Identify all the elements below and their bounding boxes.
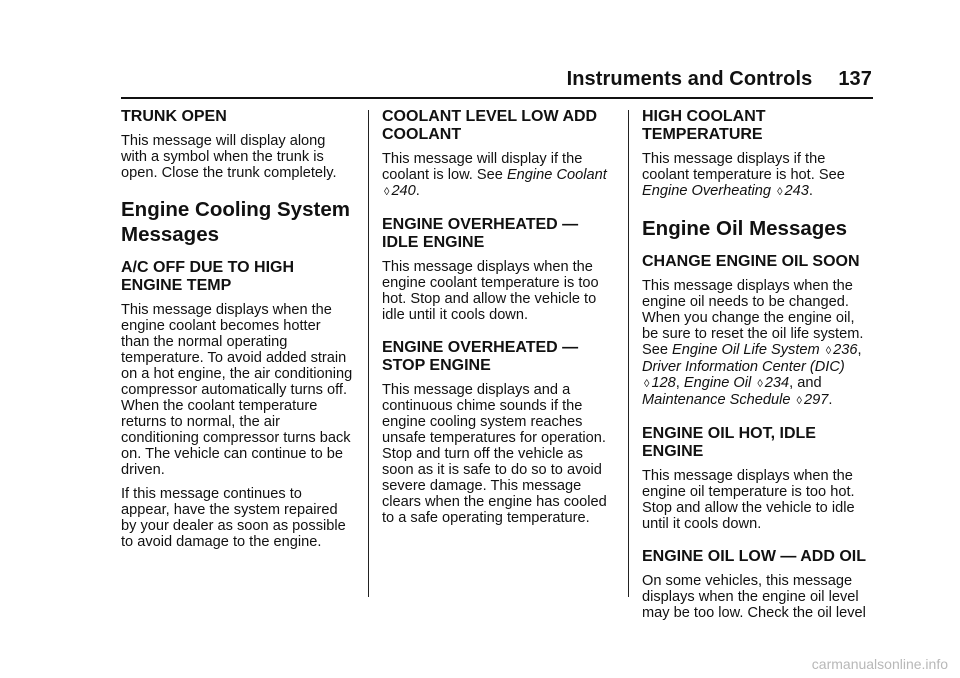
oil-messages-heading: Engine Oil Messages [642,217,848,240]
page-ref-icon: ◊ [757,378,763,390]
column-right [642,108,874,629]
column-divider [628,110,629,597]
overheated-idle-text: This message displays when the engine coolant temperature is too hot. Stop and allow the vehicle to idle until it cools down. [382,259,599,323]
page-ref-icon: ◊ [796,395,802,407]
section-title: Instruments and Controls [566,68,813,90]
coolant-low-text: This message will display if the coolant is low. See Engine Coolant ◊ 240. [382,151,607,199]
trunk-open-text: This message will display along with a symbol when the trunk is open. Close the trunk completely. [121,133,337,181]
oil-hot-text: This message displays when the engine oil temperature is too hot. Stop and allow the vehicle to idle until it cools down. [642,468,855,532]
overheated-stop-title: ENGINE OVERHEATED — STOP ENGINE [382,339,579,374]
oil-hot-title: ENGINE OIL HOT, IDLE ENGINE [642,425,816,460]
cooling-messages-heading: Engine Cooling System Messages [121,198,350,246]
watermark: carmanualsonline.info [811,656,948,672]
engine-overheating-link[interactable]: Engine Overheating [642,183,771,199]
coolant-low-title: COOLANT LEVEL LOW ADD COOLANT [382,108,598,143]
oil-low-title: ENGINE OIL LOW — ADD OIL [642,548,866,565]
page-ref-icon: ◊ [644,378,650,390]
header-rule [121,97,873,99]
engine-coolant-link[interactable]: Engine Coolant [506,167,607,183]
page-ref-icon: ◊ [384,186,390,198]
trunk-open-title: TRUNK OPEN [121,108,227,125]
column-middle [382,108,614,534]
ac-off-text: This message displays when the engine coolant becomes hotter than the normal operating temperature. To avoid added strain on a hot engine, the air conditioning compressor automatically turns off. When the coolant temperature returns to normal, the air conditioning compressor turns back on. The vehicle can continue to be driven. [121,302,353,478]
overheated-idle-title: ENGINE OVERHEATED — IDLE ENGINE [382,216,579,251]
ac-off-title: A/C OFF DUE TO HIGH ENGINE TEMP [121,259,295,294]
maintenance-link[interactable]: Maintenance Schedule [642,392,791,408]
page-ref-number[interactable]: 243 [784,183,809,199]
change-oil-text: This message displays when the engine oil needs to be changed. When you change the engine oil, be sure to reset the oil life system. See Engine Oil Life System ◊ 236, Driver Information Center (DIC) ◊ 128, Engine Oil ◊ 234, and Maintenance Schedule ◊ 297. [642,278,864,408]
page-header [567,68,872,91]
page-number: 137 [838,68,872,90]
oil-life-link[interactable]: Engine Oil Life System [672,342,820,358]
oil-low-text: On some vehicles, this message displays when the engine oil level may be too low. Check the oil level [642,573,866,621]
high-coolant-title: HIGH COOLANT TEMPERATURE [642,108,766,143]
high-coolant-text: This message displays if the coolant temperature is hot. See Engine Overheating ◊ 243. [642,151,845,199]
column-left [121,108,353,558]
overheated-stop-text: This message displays and a continuous chime sounds if the engine cooling system reaches unsafe temperatures for operation. Stop and turn off the vehicle as soon as it is safe to do so to avoid severe damage. This message clears when the engine has cooled to a safe operating temperature. [382,382,607,526]
column-divider [368,110,369,597]
ac-off-text-2: If this message continues to appear, have the system repaired by your dealer as soon as possible to avoid damage to the engine. [121,486,346,550]
page-ref-number[interactable]: 240 [391,183,416,199]
change-oil-title: CHANGE ENGINE OIL SOON [642,253,860,270]
page-ref-icon: ◊ [825,345,832,357]
page-ref-icon: ◊ [777,186,783,198]
dic-link[interactable]: Driver Information Center (DIC) [642,359,845,375]
engine-oil-link[interactable]: Engine Oil [683,375,752,391]
